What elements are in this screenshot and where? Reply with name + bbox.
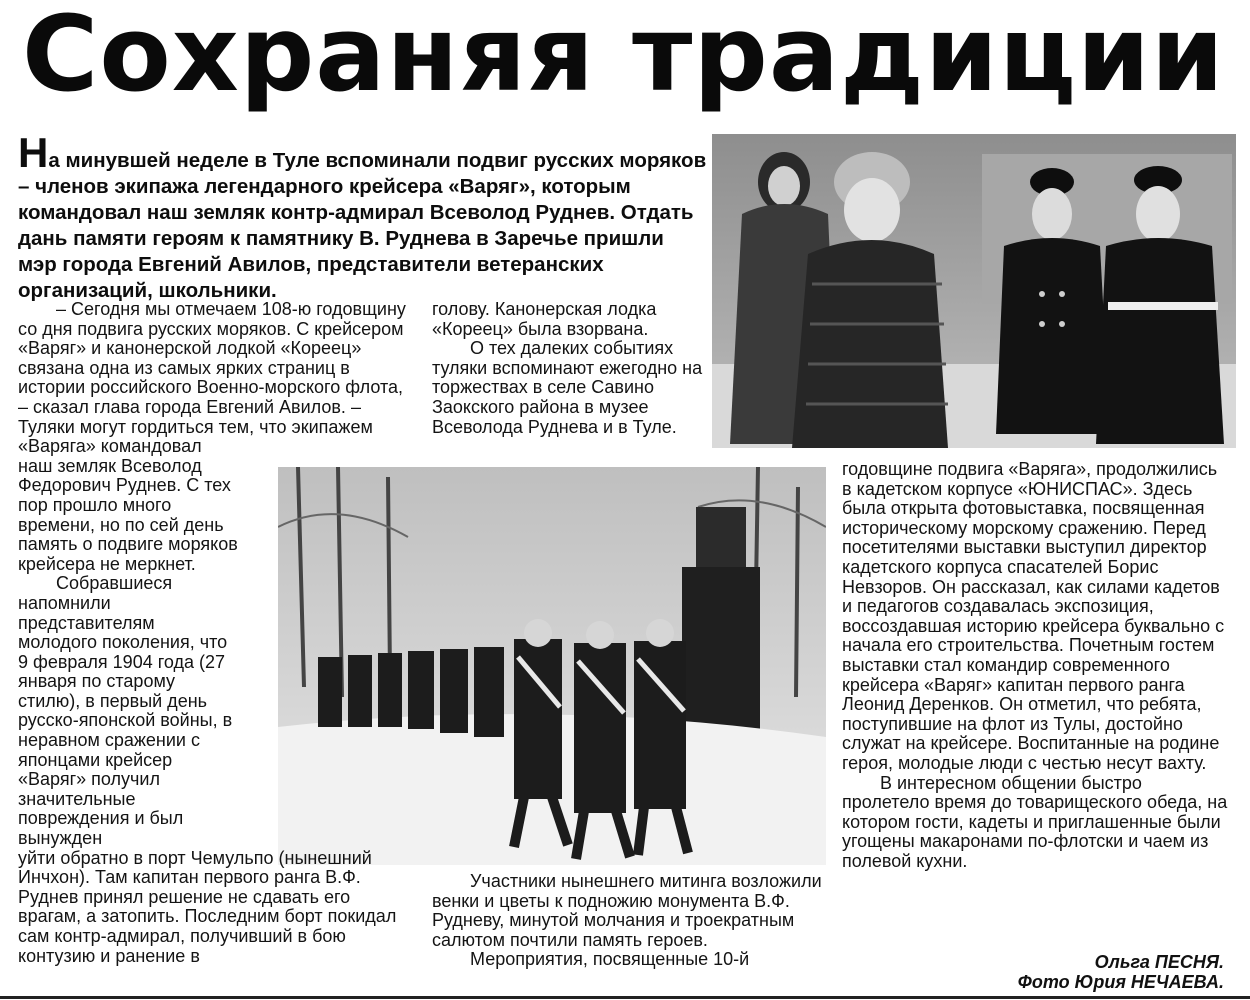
column-2-bottom bbox=[432, 872, 824, 970]
byline bbox=[1018, 952, 1224, 992]
column-1 bbox=[18, 300, 413, 966]
column-2 bbox=[432, 300, 708, 437]
top-photo bbox=[712, 134, 1236, 448]
lead-paragraph bbox=[18, 129, 708, 304]
col3-paragraph-1: годовщине подвига «Варяга», продолжились в кадетском корпусе «ЮНИСПАС». Здесь была открыта фотовыставка, посвященная историческому морскому сражению. Перед посетителями выставки выступил директор кадетского корпуса спасателей Борис Невзоров. Он рассказал, как силами кадетов и педагогов создавалась экспозиция, воссоздавшая историю крейсера буквально с начала его строительства. Почетным гостем выставки стал командир современного крейсера «Варяг» капитан первого ранга Леонид Деренков. Он отметил, что ребята, поступившие на флот из Тулы, достойно служат на крейсере. Воспитанные на родине героя, молодые люди с честью несут вахту. bbox=[842, 459, 1225, 773]
col2-paragraph-1: голову. Канонерская лодка «Кореец» была взорвана. bbox=[432, 299, 657, 339]
bottom-rule bbox=[0, 996, 1250, 999]
col1-paragraph-1a: – Сегодня мы отмечаем 108-ю годовщину со дня подвига русских моряков. С крейсером «Варяг» и канонерской лодкой «Кореец» связана одна из самых ярких страниц в истории российского Военно-морского флота, – сказал глава города Евгений Авилов. – Туляки могут гордиться тем, что экипажем bbox=[18, 299, 406, 437]
byline-photo-credit: Фото Юрия НЕЧАЕВА. bbox=[1017, 972, 1224, 992]
col1-paragraph-1b: «Варяга» командовал наш земляк Всеволод Федорович Руднев. С тех пор прошло много времени, но по сей день память о подвиге моряков крейсера не меркнет. bbox=[18, 436, 238, 574]
col1-paragraph-2a: Собравшиеся напомнили представителям молодого поколения, что 9 февраля 1904 года (27 января по старому стилю), в первый день русско-японской войны, в неравном сражении с японцами крейсер «Варяг» получил значительные повреждения и был вынужден bbox=[18, 573, 233, 849]
col3-paragraph-2: В интересном общении быстро пролетело время до товарищеского обеда, на котором гости, кадеты и приглашенные были угощены макаронами по-флотски и чаем из полевой кухни. bbox=[842, 772, 1228, 871]
lead-text: а минувшей неделе в Туле вспоминали подвиг русских моряков – членов экипажа легендарного крейсера «Варяг», которым командовал наш земляк контр-адмирал Всеволод Руднев. Отдать дань памяти героям к памятнику В. Руднева в Заречье пришли мэр города Евгений Авилов, представители ветеранских организаций, школьники. bbox=[18, 149, 707, 302]
byline-author: Ольга ПЕСНЯ. bbox=[1094, 952, 1224, 972]
top-photo-image bbox=[712, 134, 1236, 448]
col2b-paragraph-1: Участники нынешнего митинга возложили венки и цветы к подножию монумента В.Ф. Рудневу, минутой молчания и троекратным салютом почтили память героев. bbox=[432, 871, 822, 950]
col1-paragraph-2b: уйти обратно в порт Чемульпо (нынешний Инчхон). Там капитан первого ранга В.Ф. Руднев принял решение не сдавать его врагам, а затопить. Последним борт покидал сам контр-адмирал, получивший в бою контузию и ранение в bbox=[18, 847, 397, 966]
lead-dropcap: Н bbox=[18, 129, 49, 176]
col2-paragraph-2: О тех далеких событиях туляки вспоминают ежегодно на торжествах в селе Савино Заокского района в музее Всеволода Руднева и в Туле. bbox=[432, 338, 703, 437]
article-title: Сохраняя традиции bbox=[22, 0, 1225, 115]
column-3 bbox=[842, 460, 1228, 871]
col2b-paragraph-2: Мероприятия, посвященные 10-й bbox=[470, 949, 750, 970]
